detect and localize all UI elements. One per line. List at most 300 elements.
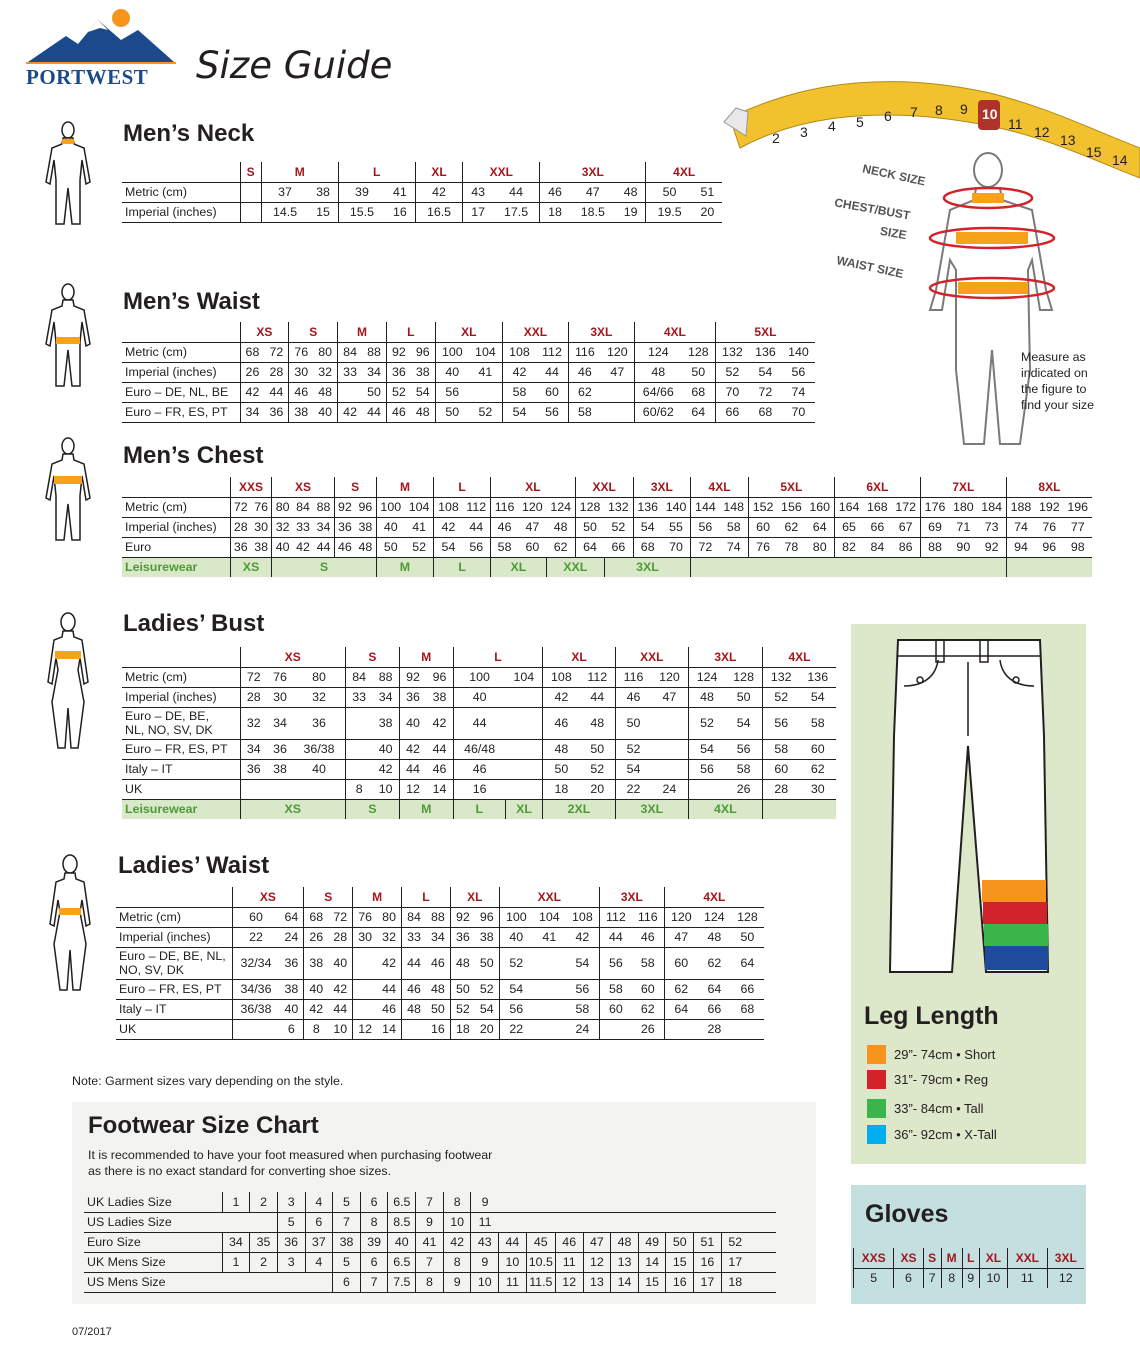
table-cell: 44 — [362, 402, 386, 422]
table-cell: 88 — [362, 342, 386, 362]
table-cell: 8 — [416, 1272, 444, 1292]
table-cell: 12 — [399, 779, 426, 799]
table-cell: 50 — [435, 402, 469, 422]
table-cell: 46 — [453, 759, 505, 779]
table-cell: 52 — [762, 687, 799, 707]
ladies-waist-title: Ladies’ Waist — [118, 852, 270, 879]
table-cell: 120 — [518, 497, 546, 517]
table-cell: 68 — [633, 537, 662, 557]
table-cell: 72 — [240, 667, 267, 687]
table-cell: 30 — [800, 779, 836, 799]
size-header-cell: 3XL — [568, 322, 634, 342]
table-cell: 42 — [304, 999, 328, 1019]
leisurewear-cell: XS — [240, 799, 345, 819]
table-cell: 22 — [232, 927, 279, 947]
ladies-bust-title: Ladies’ Bust — [123, 610, 265, 637]
table-cell — [721, 1212, 749, 1232]
table-cell: 42 — [293, 537, 313, 557]
table-cell — [533, 1019, 566, 1039]
table-cell: 92 — [334, 497, 355, 517]
table-cell: 40 — [293, 759, 345, 779]
table-cell: 120 — [664, 907, 698, 927]
size-header-cell: XXL — [463, 162, 540, 182]
table-cell: 56 — [691, 517, 720, 537]
table-cell — [611, 1192, 639, 1212]
table-cell: 33 — [293, 517, 313, 537]
table-cell: 41 — [416, 1232, 444, 1252]
table-cell: 172 — [892, 497, 921, 517]
leisurewear-cell: XL — [505, 799, 542, 819]
table-cell: 52 — [499, 947, 533, 979]
leg-length-title: Leg Length — [864, 1002, 999, 1030]
size-header-cell: 8XL — [1006, 477, 1092, 497]
table-cell: 47 — [601, 362, 635, 382]
table-cell: 40 — [313, 402, 337, 422]
table-cell: 60 — [748, 517, 777, 537]
table-cell: 100 — [376, 497, 405, 517]
table-cell: 56 — [762, 707, 799, 739]
table-cell: 64 — [698, 979, 731, 999]
table-cell — [345, 759, 372, 779]
table-cell: 62 — [800, 759, 836, 779]
table-cell: 54 — [615, 759, 651, 779]
table-cell: 1 — [222, 1252, 250, 1272]
table-cell: 36 — [399, 687, 426, 707]
table-cell: 46/48 — [453, 739, 505, 759]
leisurewear-label: Leisurewear — [122, 557, 230, 577]
table-cell: 108 — [502, 342, 536, 362]
table-cell — [749, 1212, 776, 1232]
table-cell: 43 — [463, 182, 493, 202]
table-cell: 4 — [305, 1252, 333, 1272]
table-cell: 116 — [490, 497, 518, 517]
table-cell: 124 — [547, 497, 576, 517]
table-cell: 62 — [632, 999, 664, 1019]
size-header-cell: S — [304, 887, 353, 907]
table-cell: 48 — [688, 687, 725, 707]
gloves-size-cell: S — [923, 1248, 941, 1268]
table-cell: 86 — [892, 537, 921, 557]
table-cell: 40 — [453, 687, 505, 707]
table-cell: 18 — [540, 202, 570, 222]
table-cell: 34 — [372, 687, 399, 707]
table-cell: 37 — [305, 1232, 333, 1252]
table-cell: 164 — [834, 497, 863, 517]
table-cell: 38 — [411, 362, 435, 382]
table-cell: 37 — [261, 182, 308, 202]
table-cell: 62 — [698, 947, 731, 979]
table-cell: 96 — [355, 497, 376, 517]
trousers-icon — [884, 636, 1060, 998]
size-header-cell: 4XL — [664, 887, 764, 907]
table-cell: 56 — [599, 947, 631, 979]
table-cell: 14 — [611, 1272, 639, 1292]
table-cell: 11 — [555, 1252, 583, 1272]
table-cell: 34 — [240, 402, 264, 422]
table-cell: 7 — [333, 1212, 361, 1232]
table-cell: 50 — [646, 182, 693, 202]
table-cell: 72 — [691, 537, 720, 557]
table-cell: 120 — [601, 342, 635, 362]
table-cell: 50 — [575, 517, 604, 537]
table-cell: 77 — [1063, 517, 1092, 537]
table-cell: 50 — [725, 687, 762, 707]
size-header-cell: XS — [272, 477, 334, 497]
table-cell: 41 — [533, 927, 566, 947]
table-cell: 54 — [434, 537, 463, 557]
size-header-cell: 3XL — [599, 887, 664, 907]
table-cell: 116 — [568, 342, 600, 362]
table-cell: 50 — [475, 947, 499, 979]
table-cell: 184 — [977, 497, 1006, 517]
table-cell: 14 — [638, 1252, 666, 1272]
size-header-row — [116, 887, 764, 907]
table-cell: 14 — [426, 779, 453, 799]
table-cell — [651, 759, 688, 779]
table-cell: 8 — [304, 1019, 328, 1039]
table-cell: 48 — [355, 537, 376, 557]
table-cell: 28 — [328, 927, 352, 947]
table-cell: 50 — [543, 759, 580, 779]
table-cell: 50 — [682, 362, 716, 382]
table-cell: 52 — [688, 707, 725, 739]
table-cell: 10 — [443, 1212, 471, 1232]
table-cell: 44 — [499, 1232, 527, 1252]
table-cell: 5 — [333, 1192, 361, 1212]
table-cell: 92 — [450, 907, 474, 927]
table-cell: 56 — [435, 382, 469, 402]
size-header-cell: L — [386, 322, 435, 342]
table-cell: 140 — [782, 342, 815, 362]
table-cell: 132 — [762, 667, 799, 687]
ladies-bust-table — [122, 647, 836, 819]
table-cell: 47 — [583, 1232, 611, 1252]
table-cell: 12 — [353, 1019, 377, 1039]
row-label: Euro – FR, ES, PT — [116, 979, 232, 999]
table-cell: 10 — [471, 1272, 499, 1292]
table-cell: 46 — [543, 707, 580, 739]
row-label: UK — [122, 779, 240, 799]
table-cell: 16 — [694, 1252, 722, 1272]
table-cell: 136 — [800, 667, 836, 687]
leisurewear-cell: XL — [490, 557, 546, 577]
size-header-cell: XL — [435, 322, 502, 342]
table-cell: 50 — [362, 382, 386, 402]
table-cell: 64 — [664, 999, 698, 1019]
row-label: Euro – DE, BE, NL, NO, SV, DK — [116, 947, 232, 979]
table-cell — [749, 1232, 776, 1252]
table-cell: 96 — [411, 342, 435, 362]
table-cell: 44 — [580, 687, 616, 707]
table-cell: 60/62 — [634, 402, 681, 422]
table-cell: 176 — [920, 497, 949, 517]
table-cell: 34 — [267, 707, 293, 739]
table-cell: 38 — [426, 687, 453, 707]
gloves-size-cell: XXL — [1008, 1248, 1047, 1268]
size-header-cell: 4XL — [646, 162, 722, 182]
table-cell: 36/38 — [232, 999, 279, 1019]
table-cell: 46 — [334, 537, 355, 557]
table-cell — [240, 202, 261, 222]
table-cell: 38 — [304, 947, 328, 979]
table-cell: 54 — [499, 979, 533, 999]
table-cell: 50 — [666, 1232, 694, 1252]
size-header-cell: M — [261, 162, 338, 182]
table-cell: 80 — [313, 342, 337, 362]
table-cell: 10 — [499, 1252, 527, 1272]
table-cell: 74 — [720, 537, 749, 557]
table-cell: 58 — [568, 402, 600, 422]
table-row — [122, 402, 815, 422]
table-cell — [526, 1192, 555, 1212]
table-cell: 100 — [453, 667, 505, 687]
table-cell: 152 — [748, 497, 777, 517]
table-cell: 94 — [1006, 537, 1035, 557]
table-cell: 46 — [490, 517, 518, 537]
table-cell: 68 — [749, 402, 782, 422]
reg-swatch — [867, 1070, 886, 1089]
table-cell: 54 — [725, 707, 762, 739]
table-cell: 66 — [731, 979, 764, 999]
table-cell: 50 — [615, 707, 651, 739]
table-cell: 44 — [377, 979, 401, 999]
table-cell: 108 — [543, 667, 580, 687]
table-cell: 46 — [632, 927, 664, 947]
table-cell — [651, 707, 688, 739]
table-cell: 5 — [333, 1252, 361, 1272]
table-cell — [526, 1212, 555, 1232]
gloves-num-cell: 8 — [941, 1268, 962, 1288]
table-row — [122, 342, 815, 362]
table-cell: 32 — [272, 517, 293, 537]
table-cell: 26 — [240, 362, 264, 382]
row-label: Euro – DE, BE, NL, NO, SV, DK — [122, 707, 240, 739]
header-spacer — [122, 162, 240, 182]
table-cell: 9 — [471, 1192, 499, 1212]
table-row — [122, 182, 722, 202]
table-cell: 64 — [806, 517, 835, 537]
table-cell: 9 — [443, 1272, 471, 1292]
table-cell: 20 — [475, 1019, 499, 1039]
table-cell: 65 — [834, 517, 863, 537]
gloves-num-cell: 6 — [894, 1268, 923, 1288]
female-figure-waist-icon — [46, 852, 94, 994]
table-cell: 66 — [698, 999, 731, 1019]
table-cell: 64 — [682, 402, 716, 422]
leisurewear-cell: M — [376, 557, 434, 577]
size-header-cell: 4XL — [634, 322, 715, 342]
table-cell: 28 — [230, 517, 251, 537]
table-cell — [749, 1252, 776, 1272]
table-cell — [305, 1272, 333, 1292]
leisurewear-cell: XXL — [547, 557, 605, 577]
table-cell: 3 — [277, 1252, 305, 1272]
table-cell: 36 — [293, 707, 345, 739]
table-cell — [345, 739, 372, 759]
table-cell: 168 — [863, 497, 891, 517]
table-cell: 60 — [536, 382, 568, 402]
size-header-cell: L — [434, 477, 491, 497]
xtall-swatch — [867, 1125, 886, 1144]
table-cell: 80 — [806, 537, 835, 557]
table-cell: 42 — [240, 382, 264, 402]
waist-size-label: WAIST SIZE — [835, 253, 905, 281]
table-cell: 6.5 — [388, 1252, 416, 1272]
table-cell: 40 — [499, 927, 533, 947]
table-cell: 17 — [694, 1272, 722, 1292]
table-cell: 58 — [800, 707, 836, 739]
table-cell: 160 — [806, 497, 835, 517]
size-header-cell: M — [399, 647, 453, 667]
table-cell: 56 — [725, 739, 762, 759]
table-cell: 4 — [305, 1192, 333, 1212]
table-cell — [694, 1192, 722, 1212]
table-cell: 19 — [616, 202, 646, 222]
table-cell: 88 — [426, 907, 450, 927]
table-cell: 45 — [526, 1232, 555, 1252]
table-cell: 128 — [731, 907, 764, 927]
table-cell: 16 — [453, 779, 505, 799]
table-cell: 98 — [1063, 537, 1092, 557]
table-cell: 47 — [651, 687, 688, 707]
table-cell — [666, 1192, 694, 1212]
table-cell: 8 — [345, 779, 372, 799]
gloves-size-row — [854, 1248, 1085, 1268]
size-header-cell: 4XL — [691, 477, 749, 497]
table-cell: 40 — [388, 1232, 416, 1252]
table-cell: 6 — [360, 1192, 388, 1212]
table-cell: 82 — [834, 537, 863, 557]
footwear-title: Footwear Size Chart — [88, 1112, 319, 1139]
table-cell: 26 — [632, 1019, 664, 1039]
table-cell: 136 — [633, 497, 662, 517]
table-cell: 60 — [232, 907, 279, 927]
table-cell: 68 — [304, 907, 328, 927]
leg-item-short: 29”- 74cm • Short — [867, 1045, 995, 1064]
table-row — [116, 999, 764, 1019]
table-cell: 44 — [399, 759, 426, 779]
table-cell: 13 — [583, 1272, 611, 1292]
table-cell: 7 — [416, 1192, 444, 1212]
table-cell: 140 — [662, 497, 691, 517]
table-row — [122, 537, 1092, 557]
table-cell — [499, 1212, 527, 1232]
table-cell: 88 — [920, 537, 949, 557]
table-row — [122, 739, 836, 759]
table-row — [84, 1212, 776, 1232]
table-cell: 66 — [715, 402, 749, 422]
table-cell — [749, 1192, 776, 1212]
table-cell: 46 — [289, 382, 313, 402]
gloves-size-cell: XL — [979, 1248, 1007, 1268]
table-cell: 34 — [240, 739, 267, 759]
size-header-cell: 4XL — [762, 647, 836, 667]
table-cell: 42 — [372, 759, 399, 779]
table-cell: 116 — [615, 667, 651, 687]
table-cell: 46 — [386, 402, 410, 422]
table-cell: 30 — [289, 362, 313, 382]
size-header-cell: XS — [240, 322, 289, 342]
table-cell: 12 — [555, 1272, 583, 1292]
table-cell: 40 — [435, 362, 469, 382]
table-cell: 48 — [313, 382, 337, 402]
table-cell: 69 — [920, 517, 949, 537]
table-cell: 54 — [633, 517, 662, 537]
table-cell: 56 — [688, 759, 725, 779]
table-cell: 2 — [250, 1192, 278, 1212]
table-cell: 12 — [583, 1252, 611, 1272]
table-row — [122, 687, 836, 707]
table-cell: 112 — [536, 342, 568, 362]
table-cell: 46 — [402, 979, 426, 999]
table-cell: 50 — [426, 999, 450, 1019]
table-cell: 104 — [505, 667, 542, 687]
leisurewear-cell — [762, 799, 836, 819]
table-cell: 56 — [499, 999, 533, 1019]
table-cell: 58 — [762, 739, 799, 759]
table-cell: 11.5 — [526, 1272, 555, 1292]
brand-name: PORTWEST — [26, 65, 149, 89]
table-cell: 9 — [416, 1212, 444, 1232]
table-cell: 80 — [272, 497, 293, 517]
table-cell: 58 — [490, 537, 518, 557]
leisurewear-cell: L — [434, 557, 491, 577]
table-cell: 6 — [360, 1252, 388, 1272]
table-row — [116, 947, 764, 979]
table-cell — [250, 1272, 278, 1292]
male-figure-chest-icon — [44, 436, 92, 546]
table-cell: 8 — [443, 1192, 471, 1212]
table-cell — [505, 739, 542, 759]
size-header-cell: XL — [490, 477, 575, 497]
table-cell: 62 — [777, 517, 805, 537]
table-cell: 18 — [450, 1019, 474, 1039]
row-label: Imperial (inches) — [122, 202, 240, 222]
gloves-num-cell: 12 — [1047, 1268, 1084, 1288]
table-cell: 64 — [279, 907, 303, 927]
table-cell — [599, 1019, 631, 1039]
footer-date: 07/2017 — [72, 1326, 112, 1338]
table-cell: 132 — [715, 342, 749, 362]
row-label: UK Ladies Size — [84, 1192, 222, 1212]
table-cell: 40 — [376, 517, 405, 537]
gloves-num-row — [854, 1268, 1085, 1288]
table-cell — [232, 1019, 279, 1039]
row-label: UK — [116, 1019, 232, 1039]
table-cell: 32 — [240, 707, 267, 739]
table-cell: 42 — [338, 402, 362, 422]
table-cell: 42 — [434, 517, 463, 537]
short-swatch — [867, 1045, 886, 1064]
leg-item-xtall: 36”- 92cm • X-Tall — [867, 1125, 997, 1144]
gloves-table — [853, 1248, 1084, 1288]
table-cell: 47 — [570, 182, 616, 202]
table-cell: 50 — [580, 739, 616, 759]
table-cell: 42 — [328, 979, 352, 999]
table-cell: 38 — [308, 182, 338, 202]
row-label: Metric (cm) — [122, 342, 240, 362]
table-cell: 40 — [272, 537, 293, 557]
table-cell: 34 — [222, 1232, 250, 1252]
table-cell: 32 — [377, 927, 401, 947]
size-header-cell: XS — [232, 887, 304, 907]
table-cell: 64/66 — [634, 382, 681, 402]
footwear-desc: It is recommended to have your foot measured when purchasing footwear as there is no exact standard for converting shoe sizes. — [88, 1148, 493, 1178]
table-cell: 48 — [450, 947, 474, 979]
table-cell: 36 — [334, 517, 355, 537]
gloves-size-cell: 3XL — [1047, 1248, 1084, 1268]
table-cell: 18 — [543, 779, 580, 799]
